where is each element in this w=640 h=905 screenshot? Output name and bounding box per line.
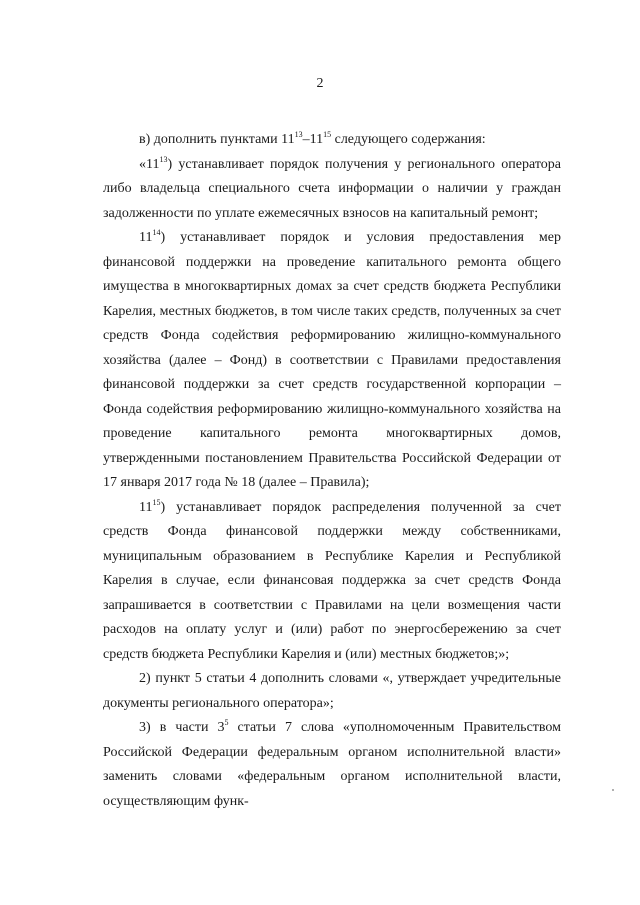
page-number: 2 xyxy=(316,76,324,91)
paragraph-amendment-3 xyxy=(103,716,561,814)
text-run: ) устанавливает порядок распределения полученной за счет средств Фонда финансовой поддержки между собственниками, муниципальным образованием в Республике Карелия и Республикой Карелия в случае, если финансовая поддержка за счет средств Фонда запрашивается в соответствии с Правилами на цели возмещения части расходов на оплату услуг и (или) работ по энергосбережению за счет средств бюджета Республики Карелия и (или) местных бюджетов;»; xyxy=(103,499,561,662)
superscript-index: 5 xyxy=(224,718,229,727)
text-run: в) дополнить пунктами 11 xyxy=(139,132,295,147)
paragraph-item-11-13 xyxy=(103,153,561,227)
scan-speck xyxy=(612,789,614,791)
text-run: ) устанавливает порядок и условия предоставления мер финансовой поддержки на проведение капитального ремонта общего имущества в многоквартирных домах за счет средств бюджета Республики Карелия, местных бюджетов, в том числе таких средств, полученных за счет средств Фонда содействия реформированию жилищно-коммунального хозяйства (далее – Фонд) в соответствии с Правилами предоставления финансовой поддержки за счет средств государственной корпорации – Фонда содействия реформированию жилищно-коммунального хозяйства на проведение капитального ремонта многоквартирных домов, утвержденными постановлением Правительства Российской Федерации от 17 января 2017 года № 18 (далее – Правила); xyxy=(103,230,561,490)
text-run: «11 xyxy=(139,156,160,172)
paragraph-item-11-14 xyxy=(103,226,561,496)
text-run: –11 xyxy=(302,132,324,147)
text-run: 3) в части 3 xyxy=(139,720,225,735)
superscript-index: 15 xyxy=(152,497,161,507)
paragraph-amendment-v xyxy=(103,128,561,153)
paragraph-amendment-2 xyxy=(103,667,561,716)
superscript-index: 13 xyxy=(294,130,303,139)
text-run: 11 xyxy=(139,230,153,245)
document-body xyxy=(103,128,561,814)
superscript-index: 13 xyxy=(159,154,168,164)
text-run: 2) пункт 5 статьи 4 дополнить словами «, утверждает учредительные документы регионального оператора»; xyxy=(103,671,561,711)
text-run: ) устанавливает порядок получения у регионального оператора либо владельца специального счета информации о наличии у граждан задолженности по уплате ежемесячных взносов на капитальный ремонт; xyxy=(103,156,561,221)
superscript-index: 15 xyxy=(323,130,332,139)
superscript-index: 14 xyxy=(152,228,161,237)
text-run: 11 xyxy=(139,499,153,515)
paragraph-item-11-15 xyxy=(103,496,561,668)
text-run: статьи 7 слова «уполномоченным Правительством Российской Федерации федеральным органом исполнительной власти» заменить словами «федеральным органом исполнительной власти, осуществляющим функ- xyxy=(103,720,562,809)
text-run: следующего содержания: xyxy=(331,132,486,147)
